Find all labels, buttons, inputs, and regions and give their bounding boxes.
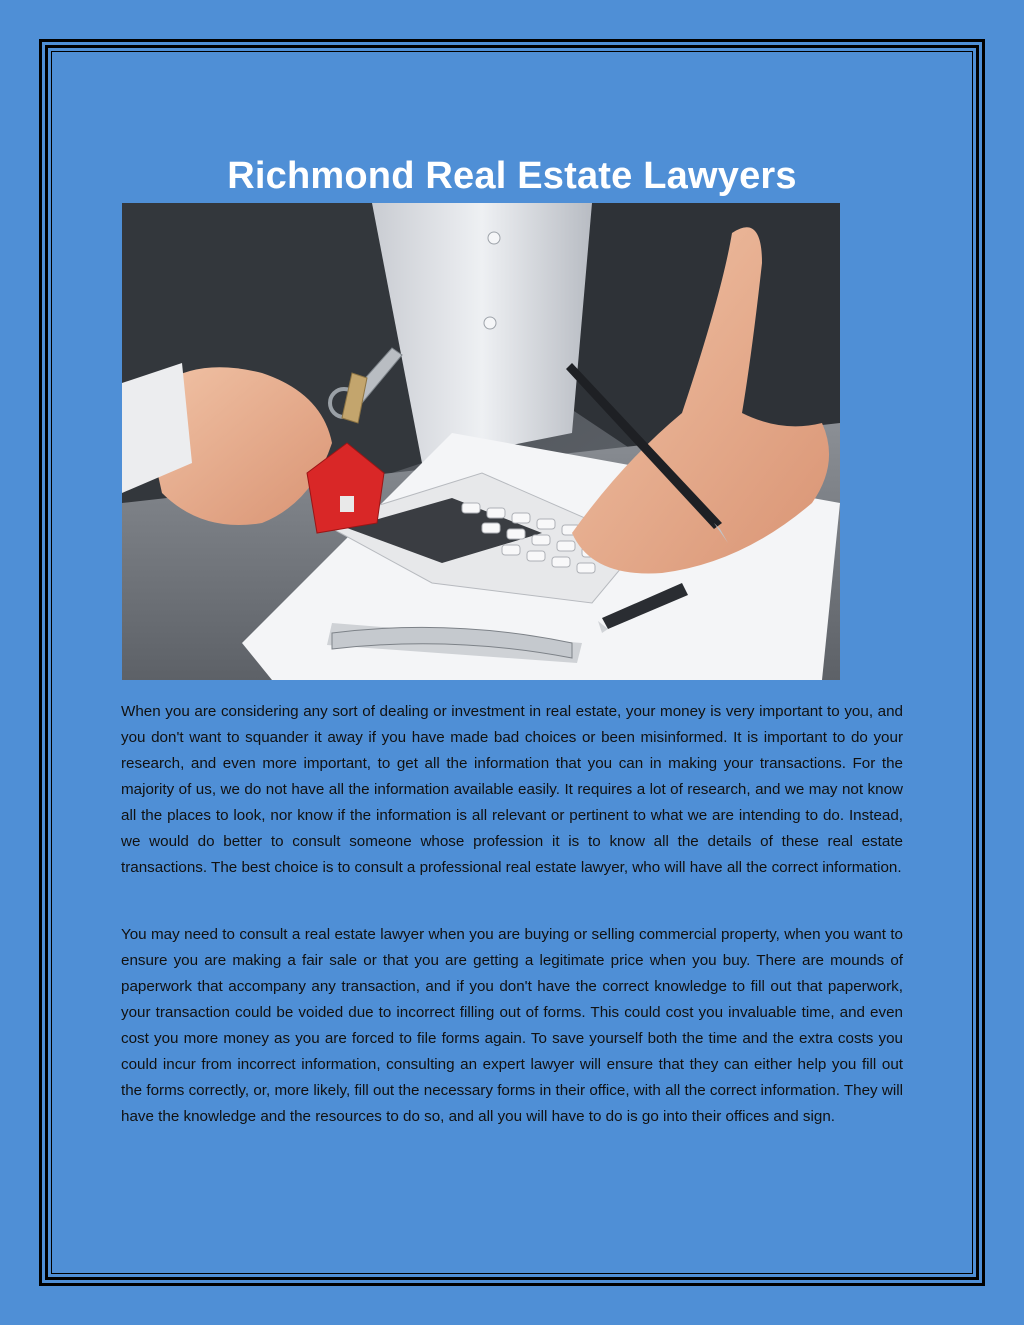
lawyer-with-house-keys-photo	[122, 203, 840, 680]
body-paragraph-1: When you are considering any sort of dealing or investment in real estate, your money is very important to you, and you don't want to squander it away if you have made bad choices or been misinformed. It is important to do your research, and even more important, to get all the information that you can in making your transactions. For the majority of us, we do not have all the information available easily. It requires a lot of research, and we may not know all the places to look, nor know if the information is all relevant or pertinent to what we are intending to do. Instead, we would do better to consult someone whose profession it is to know all the details of these real estate transactions. The best choice is to consult a professional real estate lawyer, who will have all the correct information.	[121, 703, 903, 876]
body-paragraph-2: You may need to consult a real estate lawyer when you are buying or selling commercial property, when you want to ensure you are making a fair sale or that you are getting a legitimate price when you buy. There are mounds of paperwork that accompany any transaction, and if you don't have the correct knowledge to fill out that paperwork, your transaction could be voided due to incorrect filling out of forms. This could cost you invaluable time, and even cost you more money as you are forced to file forms again. To save yourself both the time and the extra costs you could incur from incorrect information, consulting an expert lawyer will ensure that they can either help you fill out the forms correctly, or, more likely, fill out the necessary forms in their office, with all the correct information. They will have the knowledge and the resources to do so, and all you will have to do is go into their offices and sign.	[121, 926, 903, 1125]
page-title: Richmond Real Estate Lawyers	[227, 155, 797, 198]
